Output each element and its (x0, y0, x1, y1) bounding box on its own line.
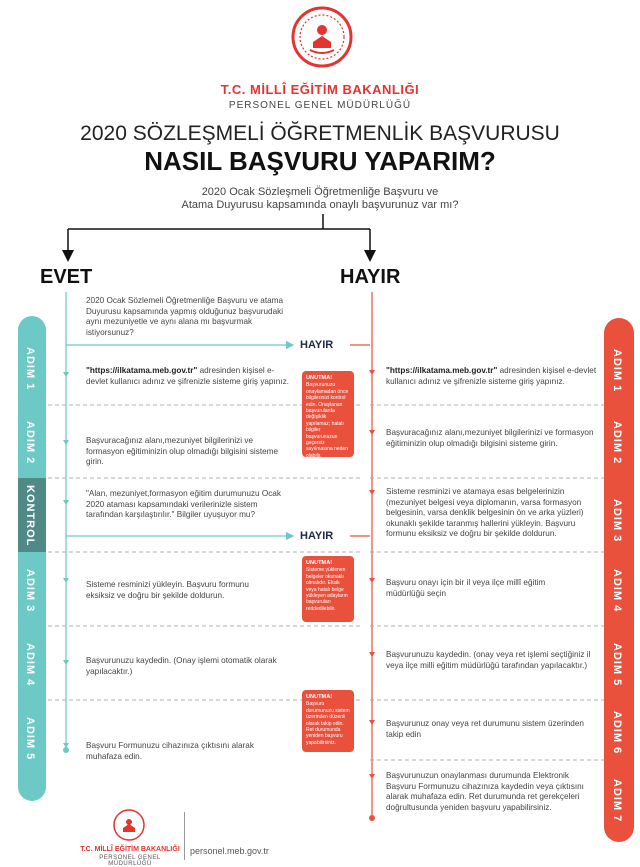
right-step1-rest: adresinden kişisel e-devlet kullanıcı adınız ve şifrenizle sisteme giriş yapınız. (386, 366, 597, 386)
hayir-tag-first: HAYIR (300, 339, 334, 351)
footer-logo (112, 808, 146, 842)
reminder-note-3-title: UNUTMA! (306, 694, 333, 700)
reminder-note-3-text: Başvuru durumunuzu sistem üzerinden düzenli olarak takip edin. Ret durumunda yeniden başvuru yapabilirsiniz. (306, 701, 350, 746)
reminder-note-2 (302, 556, 354, 622)
right-step6-text: Başvurunuz onay veya ret durumunu sistem üzerinden takip edin (386, 719, 584, 739)
department-name: PERSONEL GENEL MÜDÜRLÜĞÜ (228, 100, 412, 111)
no-branch-label: HAYIR (340, 266, 401, 288)
right-step2-text: Başvuracağınız alanı,mezuniyet bilgilerinizi ve formasyon eğitiminizin olup olmadığı bilgisini sisteme girin. (386, 428, 594, 448)
reminder-note-2-text: Sisteme yüklenen belgeler okunaklı olmalıdır. Eksik veya hatalı belge yükleyen adayların başvuruları reddedilebilir. (306, 567, 348, 612)
reminder-note-1-title: UNUTMA! (306, 375, 333, 381)
reminder-note-1-text: Başvurunuzu onaylamadan önce bilgilerinizi kontrol edin. Onaylanan başvurularda değişiklik yapılamaz; hatalı bilgiler başvurunuzun geçersiz sayılmasına neden olabilir. (306, 382, 349, 459)
right-step-5: ADIM 5 (611, 643, 623, 687)
footer-url-link[interactable]: personel.meb.gov.tr (190, 846, 269, 856)
footer-department: PERSONEL GENEL MÜDÜRLÜĞÜ (99, 855, 161, 867)
right-step4-text: Başvuru onayı için bir il veya ilçe millî eğitim müdürlüğü seçin (386, 578, 546, 598)
left-intro-question: 2020 Ocak Sözlemeli Öğretmenliğe Başvuru ve atama Duyurusu kapsamında yapmış olduğunuz başvurudaki aynı mezuniyetle ve aynı alana mı başvurmak istiyorsunuz? (86, 296, 284, 337)
reminder-note-1 (302, 371, 354, 457)
page-subtitle: NASIL BAŞVURU YAPARIM? (144, 146, 496, 176)
right-step5-text: Başvurunuzu kaydedin. (onay veya ret işlemi seçtiğiniz il veya ilçe milli eğitim müdürlüğü tarafından yapılacaktır.) (386, 650, 591, 670)
footer-divider (184, 812, 185, 860)
left-kontrol-text: "Alan, mezuniyet,formasyon eğitim durumunuzu Ocak 2020 ataması kapsamındaki verilerinizle sistem tarafından karşılaştırılır." Bilgiler uyuşuyor mu? (86, 489, 281, 519)
right-step-6: ADIM 6 (611, 711, 623, 755)
left-step4-text: Başvurunuzu kaydedin. (Onay işlemi otomatik olarak yapılacaktır.) (86, 656, 277, 676)
right-step1-text (386, 366, 598, 387)
question-line-1: 2020 Ocak Sözleşmeli Öğretmenliğe Başvuru ve (201, 186, 439, 198)
right-step7-text: Başvurunuzun onaylanması durumunda Elektronik Başvuru Formunuzu cihazınıza kaydedin veya çıktısını alarak muhafaza edin. Ret durumunda ret gerekçeleri doğrultusunda yeniden başvuru yapabilirsiniz. (386, 771, 584, 812)
yes-branch-label: EVET (40, 266, 93, 288)
left-step-1: ADIM 1 (24, 347, 36, 391)
right-step-2: ADIM 2 (611, 421, 623, 465)
question-line-2: Atama Duyurusu kapsamında onaylı başvurunuz var mı? (181, 199, 459, 211)
right-step1-url: "https://ilkatama.meb.gov.tr" (386, 366, 498, 375)
left-step1-text (86, 366, 296, 387)
left-step-2: ADIM 2 (24, 421, 36, 465)
left-step-4: ADIM 4 (24, 643, 36, 687)
left-step-5: ADIM 5 (24, 717, 36, 761)
right-step3-text: Sisteme resminizi ve atamaya esas belgelerinizin (mezuniyet belgesi veya diplomanın, varsa formasyon belgesinin, varsa denklik belgesinin ön ve arka yüzleri) okunaklı şekilde taranmış hallerini yükleyin. Başvuru formunu eksiksiz ve doğru bir şekilde doldurun. (386, 487, 584, 538)
ministry-name: T.C. MİLLÎ EĞİTİM BAKANLIĞI (220, 82, 420, 97)
hayir-tag-second: HAYIR (300, 530, 334, 542)
left-step1-rest: adresinden kişisel e-devlet kullanıcı adınız ve şifrenizle sisteme giriş yapınız. (86, 366, 289, 386)
right-step-4: ADIM 4 (611, 569, 623, 613)
right-step-7: ADIM 7 (611, 779, 623, 823)
left-step-3: ADIM 3 (24, 569, 36, 613)
right-step-1: ADIM 1 (611, 349, 623, 393)
left-step3-text: Sisteme resminizi yükleyin. Başvuru formunu eksiksiz ve doğru bir şekilde doldurun. (86, 580, 249, 600)
footer-ministry: T.C. MİLLÎ EĞİTİM BAKANLIĞI (80, 846, 180, 853)
reminder-note-2-title: UNUTMA! (306, 560, 333, 566)
left-step2-text: Başvuracağınız alanı,mezuniyet bilgilerinizi ve formasyon eğitiminizin olup olmadığı bilgisini sisteme girin. (86, 436, 279, 466)
left-step-kontrol: KONTROL (24, 485, 36, 547)
reminder-note-3 (302, 690, 354, 752)
left-step1-url: "https://ilkatama.meb.gov.tr" (86, 366, 198, 375)
page-title: 2020 SÖZLEŞMELİ ÖĞRETMENLİK BAŞVURUSU (80, 122, 560, 145)
left-step5-text: Başvuru Formunuzu cihazınıza çıktısını alarak muhafaza edin. (86, 741, 254, 761)
right-step-3: ADIM 3 (611, 499, 623, 543)
